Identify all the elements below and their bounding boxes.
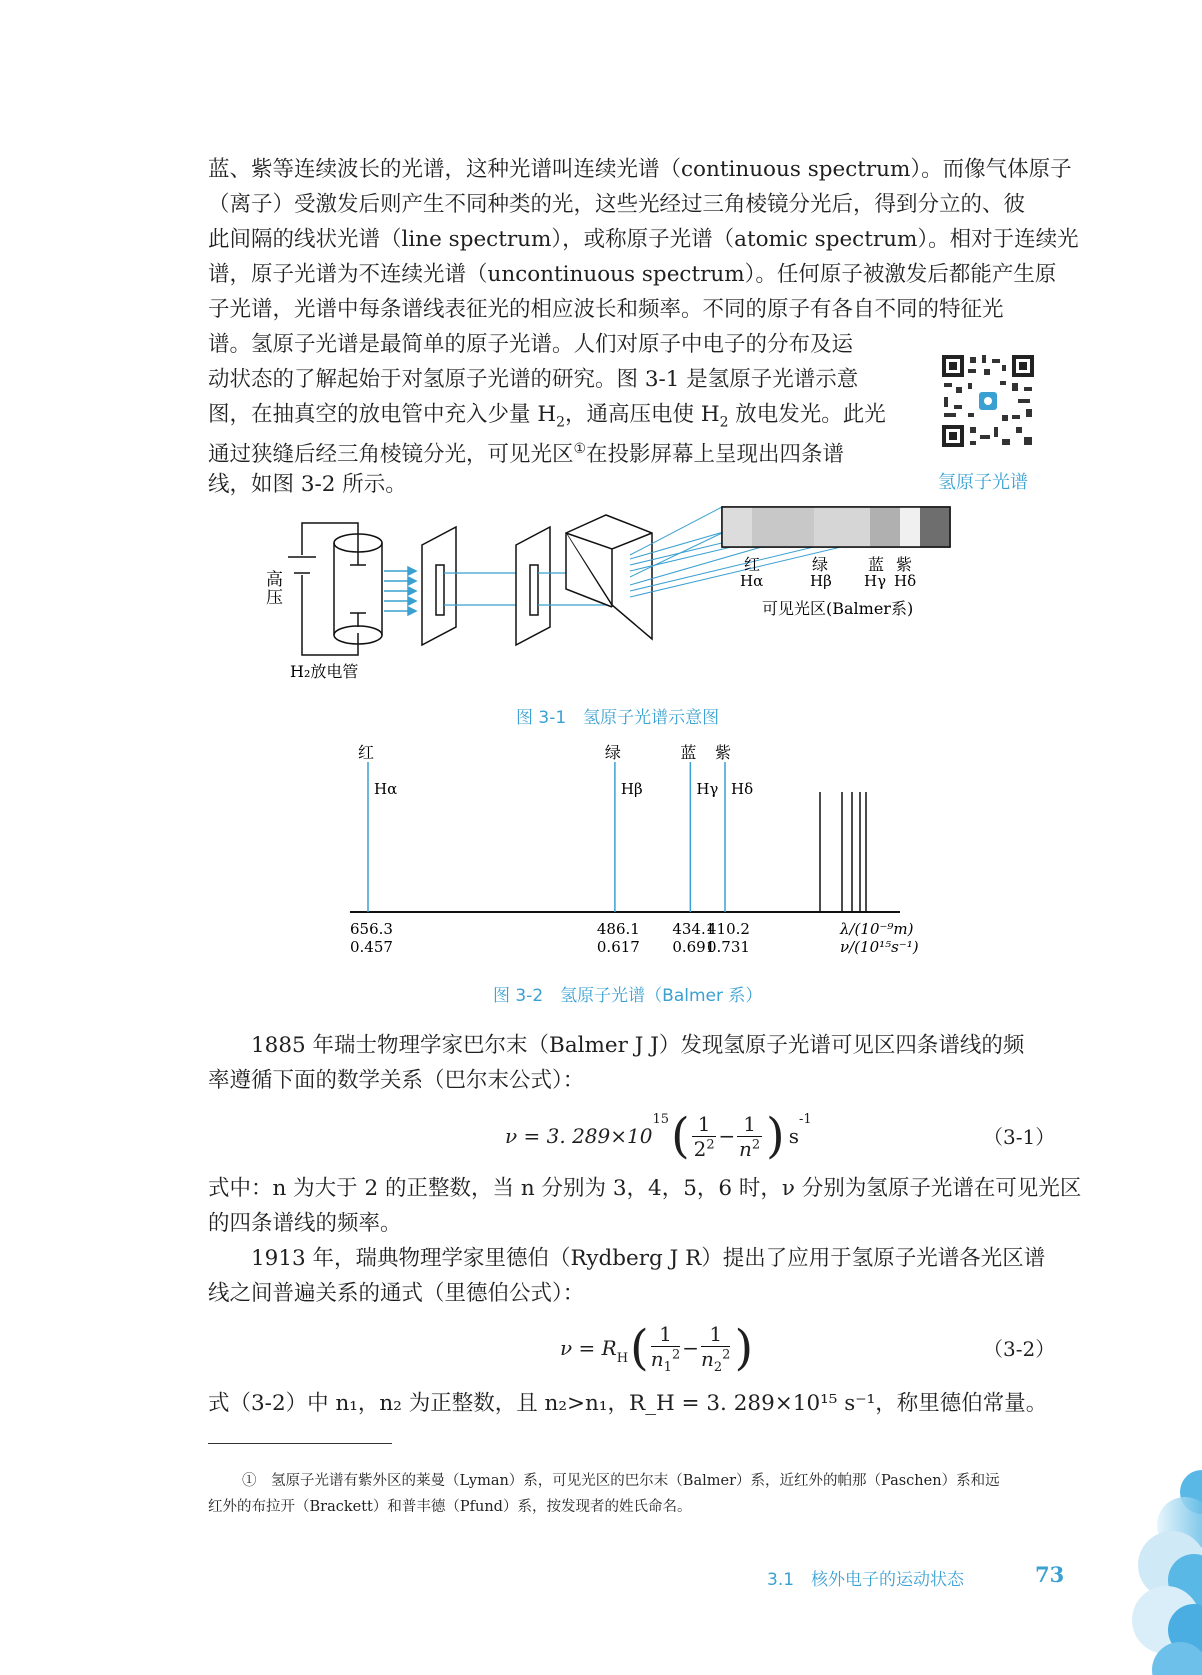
slit-2	[516, 527, 550, 645]
spectral-line-symbol: Hδ	[731, 780, 754, 798]
text-line: 谱，原子光谱为不连续光谱（uncontinuous spectrum）。任何原子被激发后都能产生原	[208, 262, 1057, 287]
text-line: 线之间普遍关系的通式（里德伯公式）：	[208, 1281, 585, 1306]
prism	[566, 515, 652, 639]
qr-code-icon	[940, 353, 1036, 449]
spectral-line-frequency: 0.731	[707, 938, 750, 956]
decorative-wave	[1090, 1470, 1202, 1675]
fig1-region-label: 可见光区(Balmer系)	[762, 599, 914, 618]
axis-nu-label: ν/(10¹⁵s⁻¹)	[840, 938, 919, 956]
spectral-line-frequency: 0.617	[596, 938, 640, 956]
fig1-symbol-gamma: Hγ	[864, 572, 887, 590]
text-line: 式中：n 为大于 2 的正整数，当 n 分别为 3，4，5，6 时，ν 分别为氢原子光谱在可见光区	[208, 1176, 1082, 1201]
paragraph-intro-narrow	[208, 327, 918, 502]
spectral-line-wavelength: 486.1	[596, 920, 640, 938]
text-line: 1913 年，瑞典物理学家里德伯（Rydberg J R）提出了应用于氢原子光谱各光区谱	[208, 1246, 1046, 1271]
fig1-color-red: 红	[744, 555, 761, 574]
figure-3-1	[250, 515, 1010, 685]
light-arrows	[384, 567, 416, 615]
text-line: 谱。氢原子光谱是最简单的原子光谱。人们对原子中电子的分布及运	[208, 332, 854, 357]
spectral-line-frequency: 0.457	[350, 938, 393, 956]
paragraph-balmer	[208, 1028, 1058, 1098]
fig1-color-violet: 紫	[896, 555, 913, 574]
fig1-symbol-alpha: Hα	[740, 572, 764, 590]
text-line: 1885 年瑞士物理学家巴尔末（Balmer J J）发现氢原子光谱可见区四条谱线的频	[208, 1033, 1025, 1058]
spectral-line-wavelength: 656.3	[350, 920, 393, 938]
qr-label: 氢原子光谱	[938, 472, 1028, 493]
text-line: 子光谱，光谱中每条谱线表征光的相应波长和频率。不同的原子有各自不同的特征光	[208, 297, 1004, 322]
spectral-line-color: 蓝	[680, 743, 697, 762]
text-line: 此间隔的线状光谱（line spectrum），或称原子光谱（atomic spectrum）。相对于连续光	[208, 227, 1079, 252]
text-line: 式（3-2）中 n₁，n₂ 为正整数，且 n₂>n₁，R_H = 3. 289×10¹⁵ s⁻¹，称里德伯常量。	[208, 1391, 1048, 1416]
spectral-line-symbol: Hα	[374, 780, 398, 798]
figure-3-2-caption: 图 3-2 氢原子光谱（Balmer 系）	[493, 986, 763, 1006]
spectral-line-symbol: Hγ	[696, 780, 719, 798]
text-line: 图，在抽真空的放电管中充入少量 $H_2$，通高压电使 $H_2$ 放电发光。此光	[208, 402, 886, 431]
spectral-line-frequency: 0.691	[672, 938, 716, 956]
spectral-line-wavelength: 434.1	[672, 920, 716, 938]
footnote-line: 红外的布拉开（Brackett）和普丰德（Pfund）系，按发现者的姓氏命名。	[208, 1499, 692, 1515]
text-line: 动状态的了解起始于对氢原子光谱的研究。图 3-1 是氢原子光谱示意	[208, 367, 859, 392]
series-limit-lines	[820, 792, 866, 912]
label-voltage-1: 高	[266, 570, 283, 590]
footnote-divider	[208, 1443, 392, 1444]
text-line: 蓝、紫等连续波长的光谱，这种光谱叫连续光谱（continuous spectrum）。而像气体原子	[208, 157, 1072, 182]
fig1-color-green: 绿	[812, 555, 829, 574]
spectral-line-color: 绿	[604, 743, 621, 762]
axis-lambda-label: λ/(10⁻⁹m)	[840, 920, 914, 938]
text-line: （离子）受激发后则产生不同种类的光，这些光经过三角棱镜分光后，得到分立的、彼	[208, 192, 1026, 217]
spectral-line-color: 红	[358, 743, 375, 762]
equation-3-1-number: （3-1）	[983, 1125, 1056, 1149]
equation-3-2: ν = R $_H$ ( 1 $n_1^2$ − $\frac{1}{n_2^2}$ )	[560, 1320, 754, 1376]
label-voltage-2: 压	[266, 588, 283, 608]
qr-code[interactable]	[940, 353, 1036, 449]
footnote-marker[interactable]: ①	[573, 441, 587, 457]
footnote-line: ① 氢原子光谱有紫外区的莱曼（Lyman）系，可见光区的巴尔末（Balmer）系，近红外的帕那（Paschen）系和远	[242, 1473, 1000, 1489]
text-line: 的四条谱线的频率。	[208, 1211, 402, 1236]
paragraph-intro	[208, 152, 1079, 327]
page-number: 73	[1035, 1562, 1065, 1587]
figure-3-2	[340, 743, 940, 962]
footnote	[208, 1468, 1060, 1520]
text-line: 通过狭缝后经三角棱镜分光，可见光区①在投影屏幕上呈现出四条谱	[208, 441, 845, 468]
figure-3-1-caption: 图 3-1 氢原子光谱示意图	[516, 708, 720, 728]
fig1-color-blue: 蓝	[868, 555, 885, 574]
paragraph-rydberg	[208, 1241, 1058, 1311]
spectral-line-color: 紫	[715, 743, 732, 762]
text-line: 线，如图 3-2 所示。	[208, 472, 407, 497]
slit-1	[422, 527, 456, 645]
spectral-line-wavelength: 410.2	[707, 920, 750, 938]
paragraph-rydberg-constant	[208, 1386, 1058, 1421]
projection-screen	[722, 507, 950, 547]
equation-3-1: ν = 3. 289×10 $^{15}$ ( 1 $2^2$ − $\frac{1}{n^2}$ ) s $^{-1}$	[505, 1108, 812, 1164]
paragraph-where	[208, 1171, 1082, 1241]
footer-section: 3.1 核外电子的运动状态	[767, 1570, 965, 1590]
equation-3-2-number: （3-2）	[983, 1337, 1056, 1361]
fig1-symbol-beta: Hβ	[810, 572, 832, 590]
fig1-symbol-delta: Hδ	[894, 572, 917, 590]
tube-label: H₂放电管	[290, 662, 359, 681]
spectral-line-symbol: Hβ	[620, 780, 643, 798]
text-line: 率遵循下面的数学关系（巴尔末公式）：	[208, 1068, 585, 1093]
